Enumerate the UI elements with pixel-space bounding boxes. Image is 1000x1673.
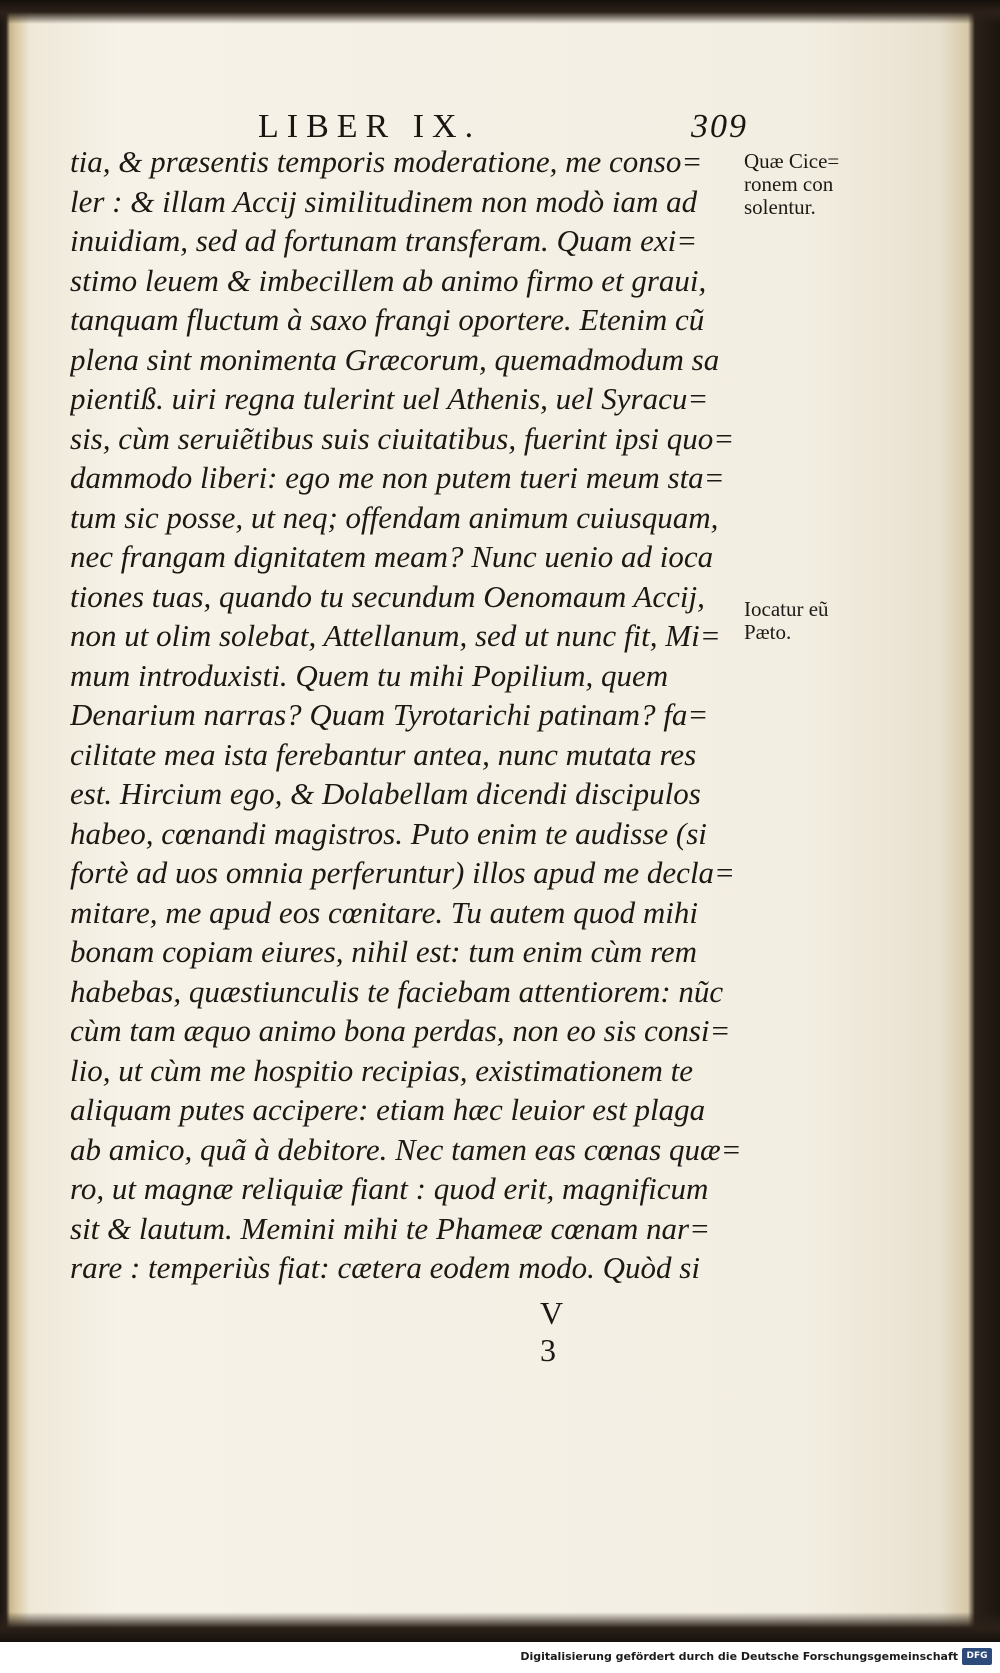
- text-line: sis, cùm seruiẽtibus suis ciuitatibus, fuerint ipsi quo=: [70, 420, 735, 456]
- text-line: tanquam fluctum à saxo frangi oportere. Etenim cũ: [70, 302, 705, 337]
- margin-note-line: Iocatur eũ: [744, 597, 829, 621]
- text-line: sit & lautum. Memini mihi te Phameæ cœnam nar=: [70, 1210, 711, 1246]
- text-line: pientiß. uiri regna tulerint uel Athenis, uel Syracu=: [70, 381, 709, 416]
- text-line: plena sint monimenta Græcorum, quemadmodum sa: [70, 341, 720, 377]
- signature-mark: V 3: [540, 1295, 583, 1368]
- body-text: [70, 142, 750, 1288]
- text-line: Denarium narras? Quam Tyrotarichi patinam? fa=: [70, 697, 709, 732]
- text-line: mum introduxisti. Quem tu mihi Popilium, quem: [70, 657, 669, 693]
- text-line: lio, ut cùm me hospitio recipias, existimationem te: [70, 1052, 694, 1088]
- text-line: aliquam putes accipere: etiam hæc leuior est plaga: [70, 1092, 706, 1127]
- text-line: rare : temperiùs fiat: cætera eodem modo. Quòd si: [70, 1250, 700, 1285]
- text-line: tum sic posse, ut neq; offendam animum cuiusquam,: [70, 499, 719, 535]
- margin-note: [744, 598, 829, 644]
- text-line: non ut olim solebat, Attellanum, sed ut nunc fit, Mi=: [70, 618, 721, 653]
- text-line: dammodo liberi: ego me non putem tueri meum sta=: [70, 460, 725, 495]
- text-line: tia, & præsentis temporis moderatione, me conso=: [70, 144, 703, 179]
- text-line: habeo, cœnandi magistros. Puto enim te audisse (si: [70, 815, 707, 851]
- margin-note-line: ronem con: [744, 172, 834, 196]
- text-line: mitare, me apud eos cœnitare. Tu autem quod mihi: [70, 894, 698, 930]
- footer-bar: [0, 1642, 1000, 1673]
- text-line: stimo leuem & imbecillem ab animo firmo et graui,: [70, 262, 707, 298]
- text-line: cùm tam æquo animo bona perdas, non eo sis consi=: [70, 1013, 731, 1048]
- margin-note: [744, 150, 839, 219]
- margin-note-line: Quæ Cice=: [744, 149, 840, 173]
- text-line: habebas, quæstiunculis te faciebam attentiorem: nũc: [70, 973, 724, 1009]
- footer-credit: Digitalisierung gefördert durch die Deutsche Forschungsgemeinschaft: [520, 1650, 958, 1663]
- text-line: ler : & illam Accij similitudinem non modò iam ad: [70, 183, 698, 219]
- text-line: bonam copiam eiures, nihil est: tum enim cùm rem: [70, 934, 698, 969]
- text-line: est. Hircium ego, & Dolabellam dicendi discipulos: [70, 776, 701, 811]
- text-line: tiones tuas, quando tu secundum Oenomaum Accij,: [70, 578, 705, 614]
- text-line: ro, ut magnæ reliquiæ fiant : quod erit, magnificum: [70, 1171, 709, 1206]
- text-line: inuidiam, sed ad fortunam transferam. Quam exi=: [70, 223, 698, 258]
- margin-note-line: solentur.: [744, 195, 816, 219]
- running-head: LIBER IX.: [258, 108, 482, 145]
- dfg-logo-icon: DFG: [962, 1648, 992, 1665]
- text-line: nec frangam dignitatem meam? Nunc uenio ad ioca: [70, 539, 714, 574]
- margin-note-line: Pæto.: [744, 620, 792, 644]
- text-line: fortè ad uos omnia perferuntur) illos apud me decla=: [70, 855, 735, 890]
- text-line: ab amico, quã à debitore. Nec tamen eas cœnas quæ=: [70, 1131, 742, 1167]
- text-line: cilitate mea ista ferebantur antea, nunc mutata res: [70, 736, 697, 772]
- page-number: 309: [691, 108, 748, 145]
